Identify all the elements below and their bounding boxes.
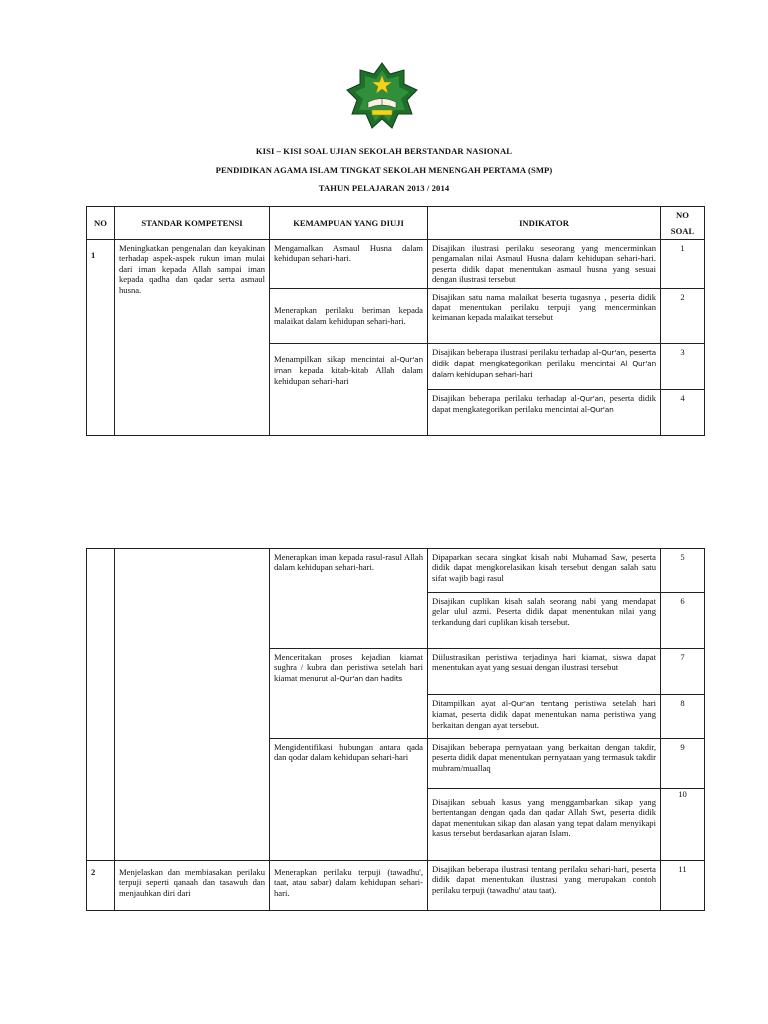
kemampuan-cell: Menerapkan perilaku beriman kepada malaikat dalam kehidupan sehari-hari.	[270, 288, 428, 343]
text-part: Disajikan beberapa ilustrasi perilaku terhadap al-	[432, 346, 602, 357]
table-header-row	[87, 207, 705, 240]
ministry-emblem-logo	[346, 62, 418, 132]
kemampuan-cell: Mengamalkan Asmaul Husna dalam kehidupan sehari-hari.	[270, 240, 428, 289]
kemampuan-cell: Menerapkan iman kepada rasul-rasul Allah dalam kehidupan sehari-hari.	[270, 549, 428, 649]
table-row	[87, 549, 705, 593]
soal-number: 11	[661, 861, 705, 911]
doc-title-line-2: PENDIDIKAN AGAMA ISLAM TINGKAT SEKOLAH MENENGAH PERTAMA (SMP)	[215, 165, 553, 175]
indikator-cell: Disajikan sebuah kasus yang menggambarkan sikap yang bertentangan dengan qada dan qadar Allah Swt, peserta didik dapat menentukan sikap dan alasan yang tepat dalam menyikapi kasus tersebut berdasarkan ajaran Islam.	[428, 789, 661, 861]
soal-number: 6	[661, 593, 705, 649]
kemampuan-cell	[270, 343, 428, 435]
text-part: Disajikan beberapa perilaku terhadap al-	[432, 392, 580, 403]
text-part-arabic-term: Qur'an,	[579, 393, 606, 403]
soal-number: 8	[661, 695, 705, 739]
kisi-table-page-1	[86, 206, 705, 436]
indikator-cell: Diilustrasikan peristiwa terjadinya hari kiamat, siswa dapat menentukan ayat yang sesuai dengan ilustrasi tersebut	[428, 649, 661, 695]
doc-title-line-3: TAHUN PELAJARAN 2013 / 2014	[318, 183, 450, 193]
indikator-cell: Disajikan beberapa pernyataan yang berkaitan dengan takdir, peserta didik dapat menentukan pernyataan yang termasuk takdir mubram/muallaq	[428, 739, 661, 789]
table-row	[87, 861, 705, 911]
indikator-cell: Disajikan ilustrasi perilaku seseorang yang mencerminkan pengamalan nilai Asmaul Husna dalam kehidupan sehari-hari. peserta didik dapat menentukan asmaul husna yang sesuai dengan ilustrasi tersebut	[428, 240, 661, 289]
text-part: peserta didik dapat mengkategorikan perilaku mencintai al-	[432, 392, 657, 415]
text-part: Menceritakan proses kejadian kiamat sughra / kubra dan peristiwa setelah hari kiamat menurut al-	[274, 652, 423, 683]
text-part: kepada kitab-kitab Allah dalam kehidupan sehari-hari	[274, 365, 423, 387]
text-part: -hari	[516, 369, 533, 380]
standar-kompetensi-cell: Menjelaskan dan membiasakan perilaku terpuji seperti qanaah dan tasawuh dan menjauhkan diri dari	[115, 861, 270, 911]
soal-number: 4	[661, 389, 705, 435]
kisi-table-page-2	[86, 548, 705, 911]
col-header-no-soal-2: SOAL	[670, 226, 695, 236]
indikator-cell: Disajikan satu nama malaikat beserta tugasnya , peserta didik dapat menentukan perilaku terpuji yang mencerminkan keimanan kepada malaikat tersebut	[428, 288, 661, 343]
row-number: 1	[87, 240, 115, 436]
indikator-cell: Disajikan beberapa ilustrasi tentang perilaku sehari-hari, peserta didik dapat menentukan ilustrasi yang merupakan contoh perilaku terpuji (tawadhu' atau taat).	[428, 861, 661, 911]
text-part-arabic-term: Qur'an dan hadits	[339, 673, 403, 683]
text-part: perilaku	[541, 358, 581, 369]
text-part-arabic-term: Qur'an tentang	[510, 699, 569, 708]
soal-number: 5	[661, 549, 705, 593]
kemampuan-cell: Menerapkan perilaku terpuji (tawadhu', taat, atau sabar) dalam kehidupan sehari- hari.	[270, 861, 428, 911]
col-header-kemampuan: KEMAMPUAN YANG DIUJI	[270, 207, 428, 240]
col-header-no-soal	[661, 207, 705, 240]
soal-number: 3	[661, 343, 705, 389]
text-part: Ditampilkan ayat al-	[432, 698, 511, 708]
soal-number: 10	[661, 789, 705, 861]
text-part: peristiwa setelah hari kiamat, peserta didik dapat menentukan nama peristiwa yang berkaitan dengan ayat tersebut.	[432, 698, 657, 730]
col-header-no-soal-1: NO	[676, 209, 689, 220]
text-part-arabic-term: Qur'an, peserta didik dapat mengkategorikan	[432, 347, 656, 369]
col-header-standar-kompetensi: STANDAR KOMPETENSI	[115, 207, 270, 240]
row-number: 2	[87, 861, 115, 911]
text-part-arabic-term: Qur'an	[589, 405, 614, 415]
soal-number: 9	[661, 739, 705, 789]
text-part: Menampilkan sikap mencintai al-	[274, 353, 400, 364]
indikator-cell	[428, 695, 661, 739]
indikator-cell: Dipaparkan secara singkat kisah nabi Muhamad Saw, peserta didik dapat mengkorelasikan kisah tersebut dengan salah satu sifat wajib bagi rasul	[428, 549, 661, 593]
soal-number: 7	[661, 649, 705, 695]
table-row	[87, 240, 705, 289]
col-header-no: NO	[87, 207, 115, 240]
text-part-arabic-term: mencintai Al Qur'an dalam kehidupan sehari	[432, 359, 656, 380]
kemampuan-cell	[270, 649, 428, 739]
col-header-indikator: INDIKATOR	[428, 207, 661, 240]
kemampuan-cell: Mengidentifikasi hubungan antara qada dan qodar dalam kehidupan sehari-hari	[270, 739, 428, 861]
standar-kompetensi-cell	[115, 549, 270, 861]
row-number	[87, 549, 115, 861]
standar-kompetensi-cell: Meningkatkan pengenalan dan keyakinan terhadap aspek-aspek rukun iman mulai dari iman kepada Allah sampai iman kepada qadha dan qadar serta asmaul husna.	[115, 240, 270, 436]
indikator-cell	[428, 343, 661, 389]
soal-number: 1	[661, 240, 705, 289]
indikator-cell	[428, 389, 661, 435]
indikator-cell: Disajikan cuplikan kisah salah seorang nabi yang mendapat gelar ulul azmi. Peserta didik dapat menentukan nilai yang terkandung dari cuplikan kisah tersebut.	[428, 593, 661, 649]
doc-title-line-1: KISI – KISI SOAL UJIAN SEKOLAH BERSTANDAR NASIONAL	[255, 146, 513, 156]
text-part-arabic-term: Qur'an iman	[274, 354, 423, 376]
soal-number: 2	[661, 288, 705, 343]
